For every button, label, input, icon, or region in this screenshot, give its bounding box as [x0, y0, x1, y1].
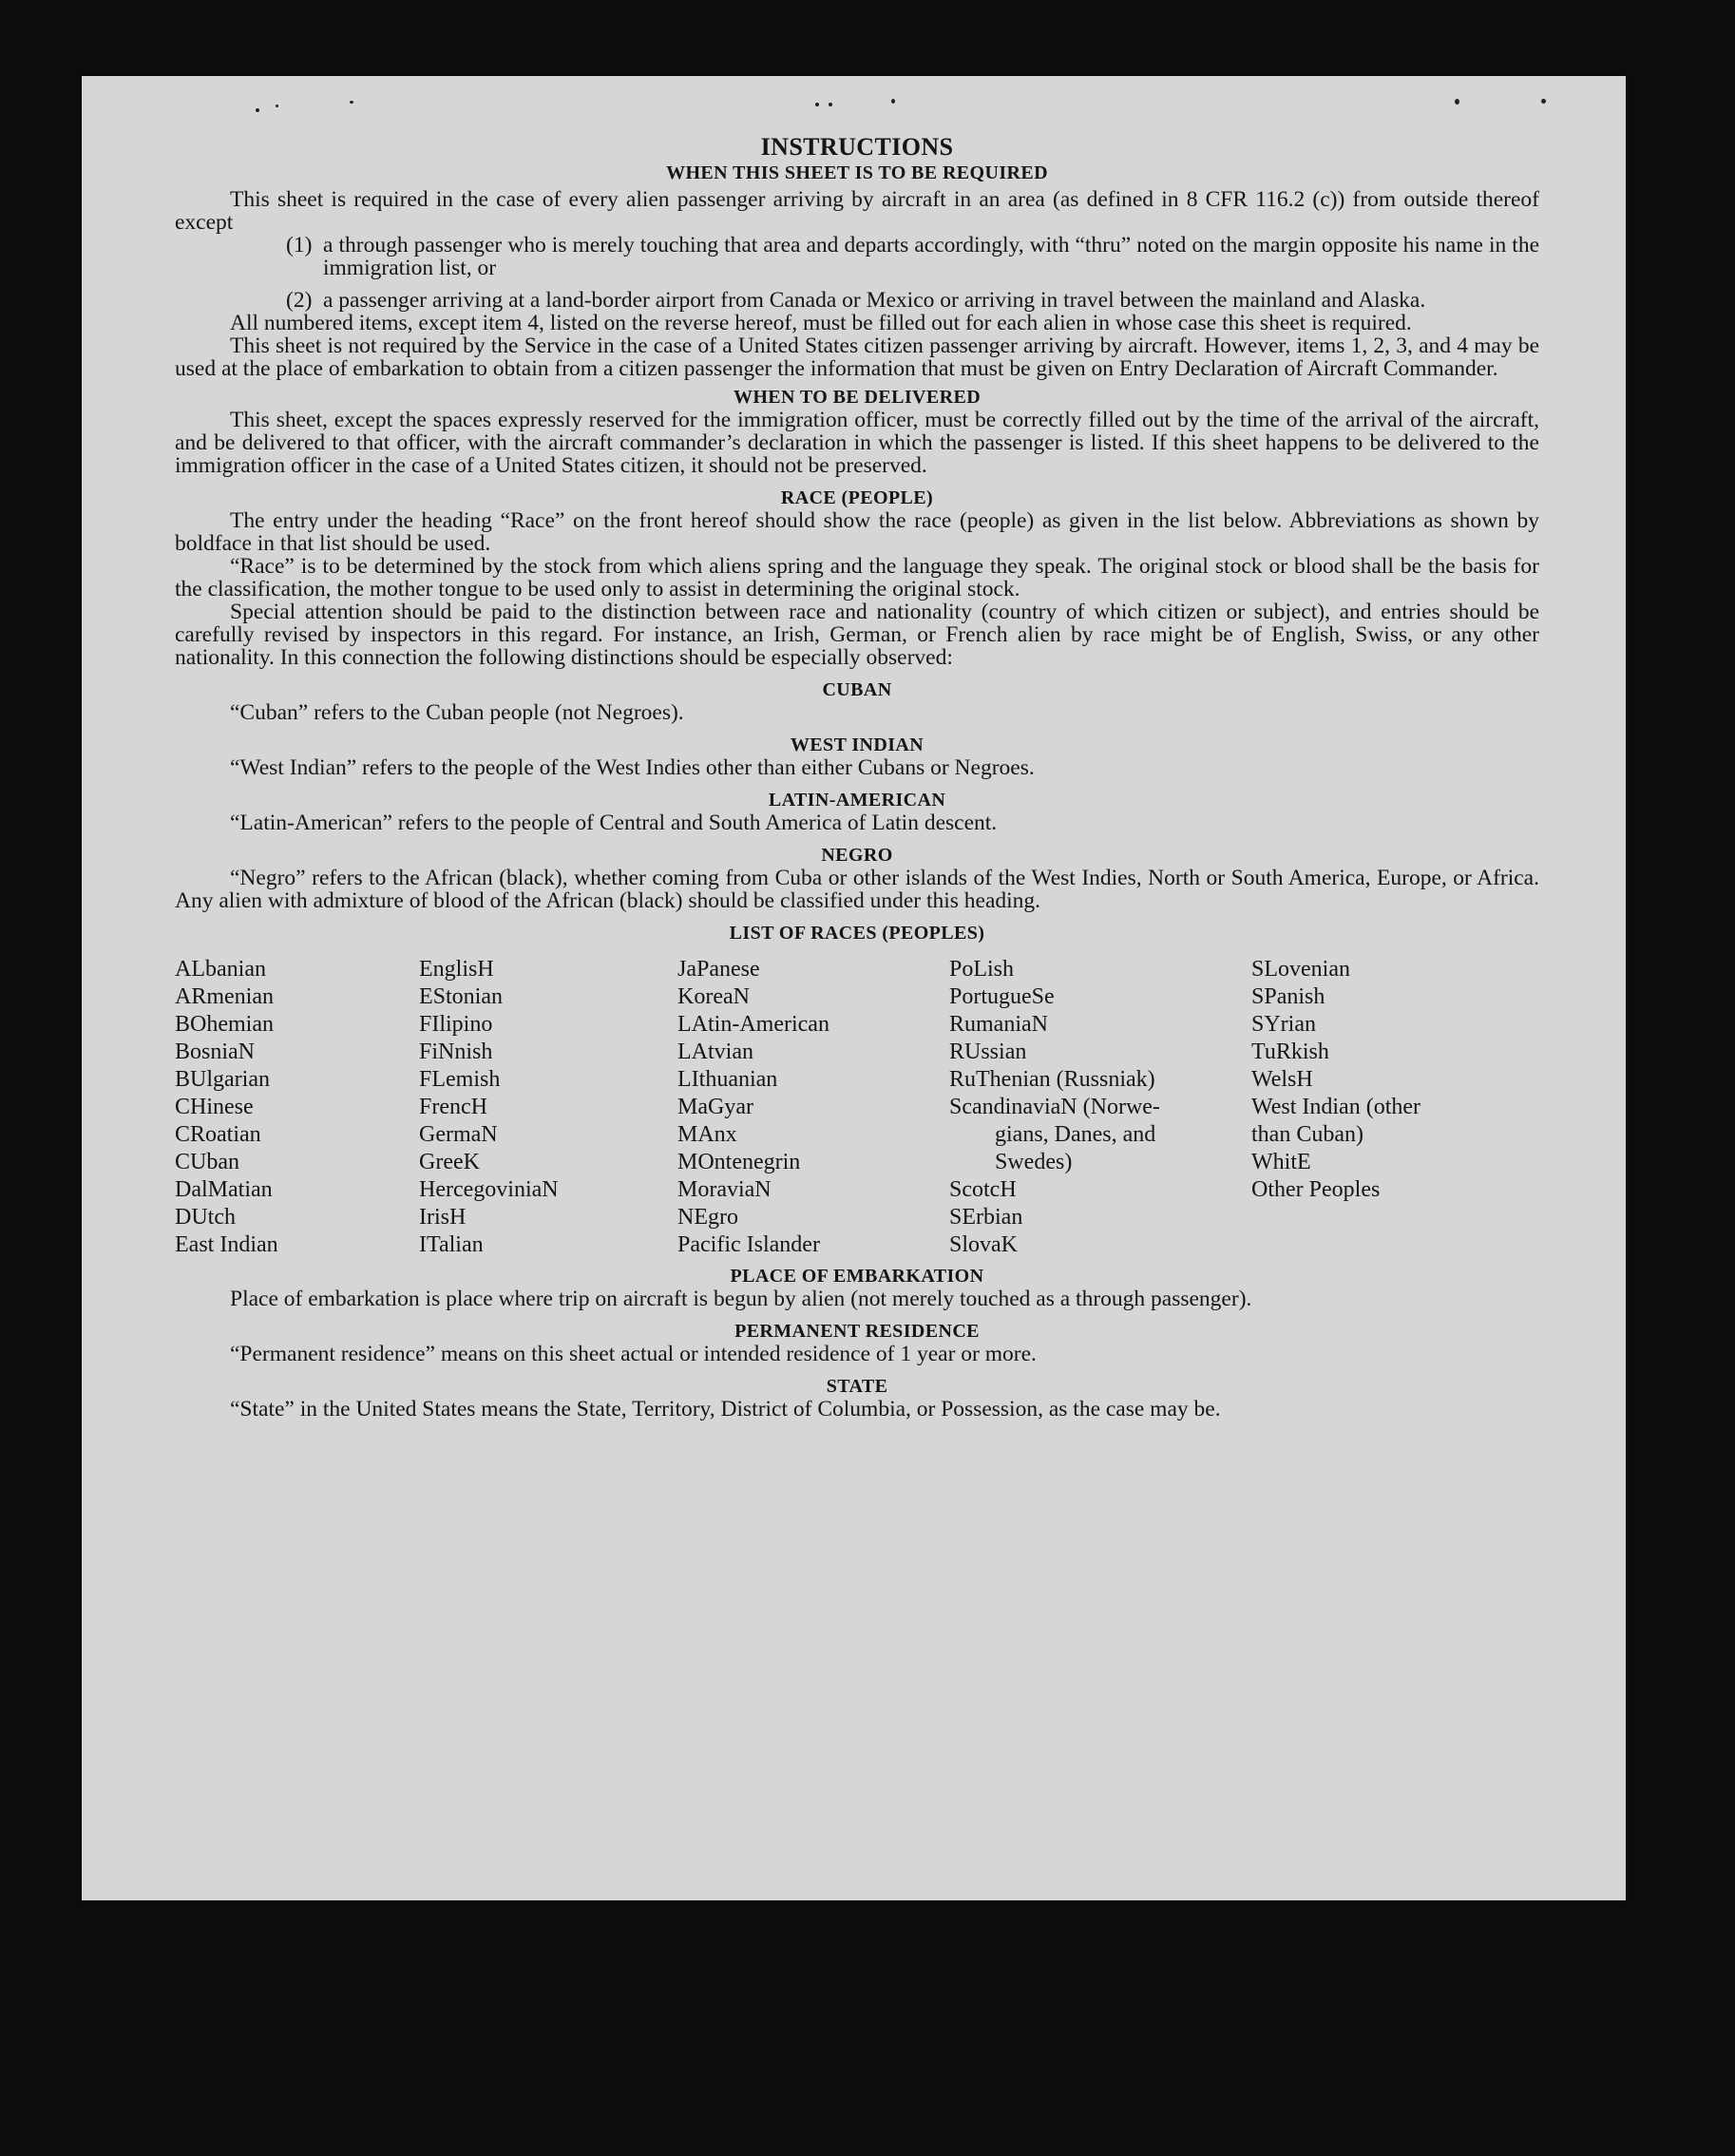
race-item: WelsH: [1251, 1067, 1313, 1092]
race-item: East Indian: [175, 1232, 278, 1257]
paragraph: “Permanent residence” means on this sheet actual or intended residence of 1 year or more.: [230, 1342, 1037, 1366]
race-item: MoraviaN: [677, 1177, 772, 1202]
race-item: IrisH: [419, 1205, 467, 1230]
race-item: WhitE: [1251, 1150, 1311, 1174]
list-item: (1) a through passenger who is merely touching that area and departs accordingly, with “thru” noted on the margin opposite his name in the immigration list, or: [286, 233, 1539, 280]
race-item: CUban: [175, 1150, 239, 1174]
race-item: CHinese: [175, 1095, 254, 1119]
race-item: FiNnish: [419, 1040, 493, 1064]
race-item: TuRkish: [1251, 1040, 1329, 1064]
speck: [350, 101, 353, 104]
race-column: [677, 956, 949, 1259]
instructions-text: [175, 133, 1539, 1421]
section-heading: WEST INDIAN: [790, 735, 925, 755]
paragraph: The entry under the heading “Race” on the front hereof should show the race (people) as given in the list below. Abbreviations as shown by boldface in that list should be used.: [175, 508, 1539, 556]
race-item: West Indian (other: [1251, 1095, 1421, 1119]
race-item: ScandinaviaN (Norwe-: [949, 1095, 1160, 1119]
race-list: [175, 956, 1539, 1259]
speck: [829, 103, 832, 106]
race-item: FIlipino: [419, 1012, 493, 1037]
speck: [256, 108, 259, 112]
paragraph: “Race” is to be determined by the stock from which aliens spring and the language they speak. The original stock or blood shall be the basis for the classification, the mother tongue to be used only to assist in determining the original stock.: [175, 554, 1539, 601]
section-heading: CUBAN: [822, 679, 892, 700]
race-item: EStonian: [419, 984, 503, 1009]
section-heading: LIST OF RACES (PEOPLES): [729, 923, 985, 944]
paragraph: This sheet, except the spaces expressly reserved for the immigration officer, must be correctly filled out by the time of the arrival of the aircraft, and be delivered to that officer, with the aircraft commander’s declaration in which the passenger is listed. If this sheet happens to be delivered to the immigration officer in the case of a United States citizen, it should not be preserved.: [175, 408, 1539, 478]
section-heading: PERMANENT RESIDENCE: [734, 1321, 980, 1342]
race-item: GreeK: [419, 1150, 480, 1174]
race-item: gians, Danes, and: [995, 1122, 1156, 1147]
race-item: DalMatian: [175, 1177, 273, 1202]
section-heading: STATE: [826, 1376, 888, 1397]
section-heading: WHEN TO BE DELIVERED: [733, 387, 982, 408]
race-item: GermaN: [419, 1122, 498, 1147]
race-item: BosniaN: [175, 1040, 255, 1064]
race-item: MaGyar: [677, 1095, 753, 1119]
race-item: LAtin-American: [677, 1012, 829, 1037]
race-item: DUtch: [175, 1205, 236, 1230]
speck: [1541, 99, 1546, 104]
race-item: CRoatian: [175, 1122, 261, 1147]
race-item: LIthuanian: [677, 1067, 778, 1092]
race-item: SLovenian: [1251, 957, 1350, 982]
paragraph: This sheet is required in the case of every alien passenger arriving by aircraft in an area (as defined in 8 CFR 116.2 (c)) from outside thereof except: [175, 187, 1539, 235]
paragraph: Place of embarkation is place where trip on aircraft is begun by alien (not merely touched as a through passenger).: [230, 1287, 1252, 1311]
race-column: [175, 956, 419, 1259]
paragraph: All numbered items, except item 4, listed on the reverse hereof, must be filled out for each alien in whose case this sheet is required.: [230, 311, 1412, 335]
race-item: JaPanese: [677, 957, 760, 982]
race-item: NEgro: [677, 1205, 738, 1230]
section-heading: NEGRO: [821, 845, 893, 866]
race-item: EnglisH: [419, 957, 494, 982]
speck: [276, 105, 278, 107]
section-heading: WHEN THIS SHEET IS TO BE REQUIRED: [666, 162, 1048, 183]
race-column: [949, 956, 1251, 1259]
race-item: BUlgarian: [175, 1067, 270, 1092]
race-item: ALbanian: [175, 957, 266, 982]
race-item: Swedes): [995, 1150, 1073, 1174]
race-item: ITalian: [419, 1232, 484, 1257]
race-item: PoLish: [949, 957, 1015, 982]
race-item: FLemish: [419, 1067, 501, 1092]
race-item: ScotcH: [949, 1177, 1017, 1202]
page-title: INSTRUCTIONS: [760, 133, 954, 161]
paragraph: “Cuban” refers to the Cuban people (not Negroes).: [230, 700, 684, 725]
race-item: RumaniaN: [949, 1012, 1048, 1037]
race-item: ARmenian: [175, 984, 274, 1009]
speck: [1455, 99, 1459, 105]
paragraph: Special attention should be paid to the distinction between race and nationality (country of which citizen or subject), and entries should be carefully revised by inspectors in this regard. For instance, an Irish, German, or French alien by race might be of English, Swiss, or any other nationality. In this connection the following distinctions should be especially observed:: [175, 600, 1539, 670]
race-item: RuThenian (Russniak): [949, 1067, 1155, 1092]
race-item: LAtvian: [677, 1040, 753, 1064]
paragraph: This sheet is not required by the Service in the case of a United States citizen passenger arriving by aircraft. However, items 1, 2, 3, and 4 may be used at the place of embarkation to obtain from a citizen passenger the information that must be given on Entry Declaration of Aircraft Commander.: [175, 334, 1539, 381]
race-item: than Cuban): [1251, 1122, 1363, 1147]
section-heading: LATIN-AMERICAN: [768, 790, 946, 811]
race-column: [1251, 956, 1539, 1259]
section-heading: RACE (PEOPLE): [780, 487, 934, 508]
paragraph: “Negro” refers to the African (black), whether coming from Cuba or other islands of the West Indies, North or South America, Europe, or Africa. Any alien with admixture of blood of the African (black) should be classified under this heading.: [175, 866, 1539, 913]
race-item: PortugueSe: [949, 984, 1055, 1009]
section-heading: PLACE OF EMBARKATION: [730, 1266, 984, 1287]
race-item: Other Peoples: [1251, 1177, 1381, 1202]
race-item: MOntenegrin: [677, 1150, 801, 1174]
race-item: SYrian: [1251, 1012, 1316, 1037]
race-item: SErbian: [949, 1205, 1023, 1230]
list-item: (2) a passenger arriving at a land-border airport from Canada or Mexico or arriving in travel between the mainland and Alaska.: [286, 288, 1426, 313]
speck: [891, 99, 895, 104]
race-item: MAnx: [677, 1122, 737, 1147]
paragraph: “State” in the United States means the State, Territory, District of Columbia, or Possession, as the case may be.: [230, 1397, 1221, 1421]
speck: [815, 103, 819, 106]
race-item: SlovaK: [949, 1232, 1018, 1257]
document-sheet: [82, 76, 1626, 1900]
race-item: HercegoviniaN: [419, 1177, 559, 1202]
race-item: RUssian: [949, 1040, 1027, 1064]
race-item: KoreaN: [677, 984, 750, 1009]
race-item: BOhemian: [175, 1012, 274, 1037]
paragraph: “West Indian” refers to the people of the West Indies other than either Cubans or Negroes.: [230, 755, 1035, 780]
paragraph: “Latin-American” refers to the people of Central and South America of Latin descent.: [230, 811, 998, 835]
race-item: FrencH: [419, 1095, 487, 1119]
race-item: Pacific Islander: [677, 1232, 820, 1257]
race-column: [419, 956, 677, 1259]
race-item: SPanish: [1251, 984, 1325, 1009]
